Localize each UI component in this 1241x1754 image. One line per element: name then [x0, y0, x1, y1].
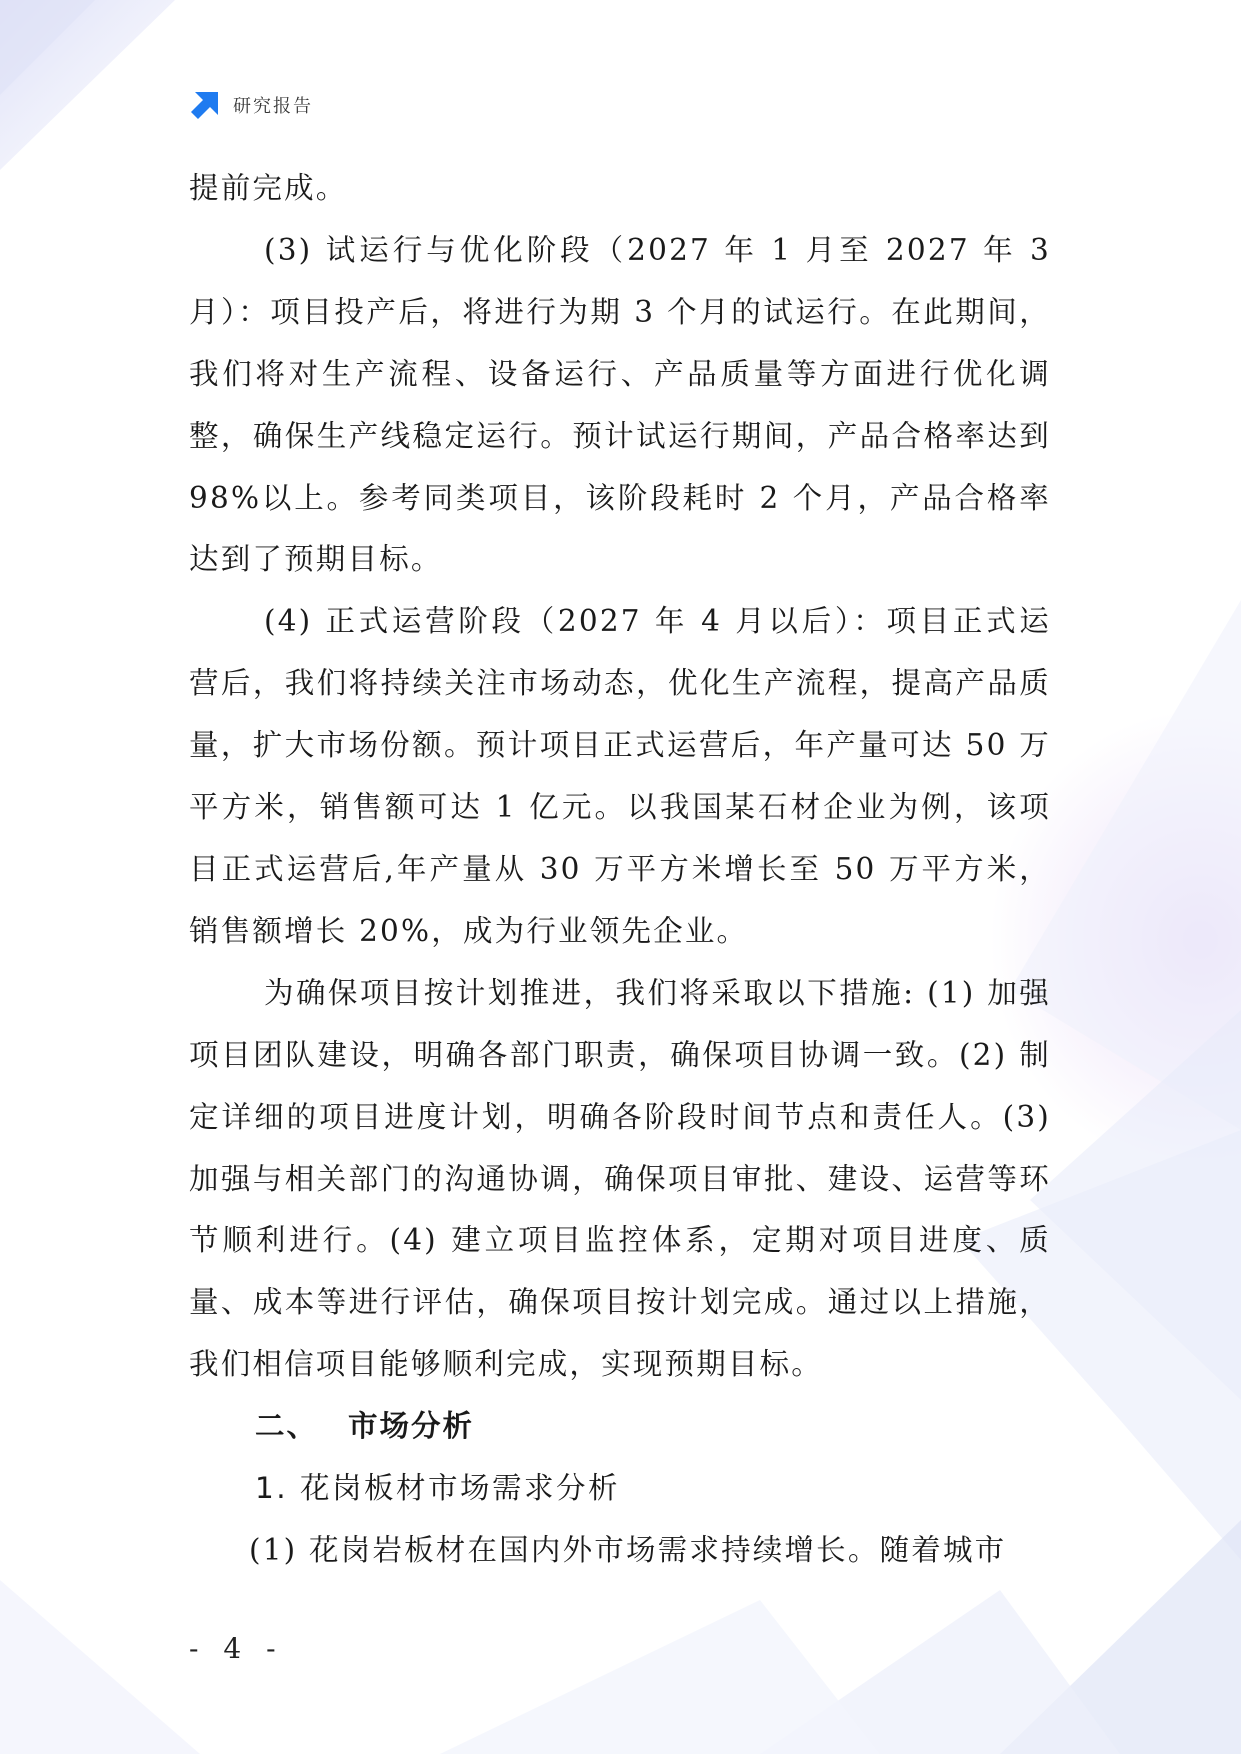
header-title: 研究报告 [233, 96, 313, 117]
paragraph-trial-run: (3) 试运行与优化阶段（2027 年 1 月至 2027 年 3 月）：项目投产后，将进行为期 3 个月的试运行。在此期间，我们将对生产流程、设备运行、产品质量等方面进行优化调整，确保生产线稳定运行。预计试运行期间，产品合格率达到 98%以上。参考同类项目，该阶段耗时 2 个月，产品合格率达到了预期目标。 [189, 232, 1051, 577]
paragraph-formal-operation: (4) 正式运营阶段（2027 年 4 月以后）：项目正式运营后，我们将持续关注市场动态，优化生产流程，提高产品质量，扩大市场份额。预计项目正式运营后，年产量可达 50 万平方米，销售额可达 1 亿元。以我国某石材企业为例，该项目正式运营后,年产量从 30 万平方米增长至 50 万平方米，销售额增长 20%，成为行业领先企业。 [189, 604, 1051, 948]
arrow-up-right-icon [189, 89, 221, 121]
paragraph-market-demand: (1) 花岗岩板材在国内外市场需求持续增长。随着城市 [249, 1532, 1007, 1567]
paragraph-measures: 为确保项目按计划推进，我们将采取以下措施: (1) 加强项目团队建设，明确各部门职责，确保项目协调一致。(2) 制定详细的项目进度计划，明确各阶段时间节点和责任人。(3) 加强与相关部门的沟通协调，确保项目审批、建设、运营等环节顺利进行。(4) 建立项目监控体系，定期对项目进度、质量、成本等进行评估，确保项目按计划完成。通过以上措施，我们相信项目能够顺利完成，实现预期目标。 [189, 975, 1051, 1382]
report-header [189, 87, 313, 123]
page-number: - 4 - [189, 1632, 284, 1665]
section-heading [189, 1396, 1051, 1458]
subsection-heading: 1. 花岗板材市场需求分析 [255, 1471, 621, 1506]
document-body [189, 158, 1051, 1582]
paragraph-continuation: 提前完成。 [189, 171, 348, 205]
section-number: 二、 [255, 1409, 319, 1444]
section-title: 市场分析 [348, 1409, 475, 1444]
